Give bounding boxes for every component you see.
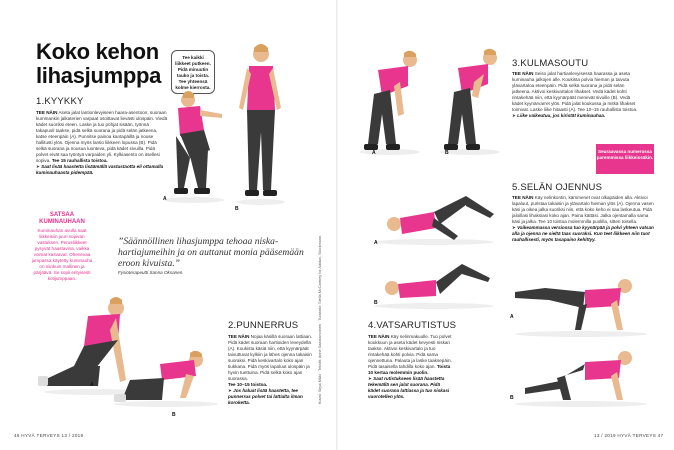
- kulmasoutu-photo-b: [430, 36, 510, 160]
- punnerrus-lead: TEE NÄIN: [228, 334, 250, 339]
- selan-ojennus-tip: Vaikeammassa versiossa tuo kyynärpää ja polvi yhteen vatsan alla ja ojenna ne sieltä taas suoraksi. Kun teet liikkeen niin tuot rauhallisesti, myös tasapaino kehittyy.: [512, 225, 654, 242]
- vatsarutistus-reps: Toista 10 kertaa molemmin puolin.: [368, 364, 451, 375]
- selan-ojennus-lead: TEE NÄIN: [512, 195, 534, 200]
- kyykky-label-b: B: [235, 206, 239, 212]
- page-gutter: [336, 0, 338, 450]
- satsaa-text: Kuminauhan avulla saat liikkeisiin juuri sopivan vastuksen. Perusliikkeet pysyvät haastavina, vaikka voimat kasvavat. Ohenevaa jumpassa käytetty kuminauha on niinkuin mallinen ja pärjäävä. Se sopii erityisesti kotijumppaan.: [31, 228, 93, 281]
- kyykky-tip: Saat lisää haastetta lisäämällä vastustaotta eli ottamalla kuminauhaasta pidempää.: [36, 164, 164, 175]
- vatsarutistus-photo-b: [370, 250, 500, 310]
- vatsarutistus-body: TEE NÄIN Käy selinmakuulle. Tuo polvet koukkuun ja aseta kädet kevyesti niskan taakse. Aktivoi keskivartalo ja tuo rintakehää kohti polvia. Pidä sama ojennettuna. Palauta ja laske taaksepäin. Pidä tasaisella tahdilla koko ajan. Toista 10 kertaa molemmin puolin. ➤ Saat rutistukseen lisää haastetta tekemällä sen jalat suorana. Pidä kädet suorana lattiassa ja tuo niskasi vuorotellen ylös.: [368, 334, 452, 399]
- title-line-2: lihasjumppa: [36, 63, 162, 88]
- kulmasoutu-body: TEE NÄIN Seiso jalat hartianlevyisessä haarassa ja aseta kuminauha jalkojen alle. Koukista polvia hieman ja taivuta ylävartaloa eteenpäin. Pidä selkä suorana ja pidä selän jatkeena. Aktivoi keskivartalon lihakset. Vedä kädet kohti rintakehää niin, että kyynärpäät menevät sivuille (B). Vedä kädet kyynärvarret ylös. Pidä jalat koukussa ja mitkä lihakset toimivat. Laske liike hitaasti (A). Tee 10–15 rauhallista toistoa. ➤ Liike vaikeutuu, jos kiristät kuminauhaa.: [512, 71, 638, 118]
- punnerrus-photo-b: [110, 340, 220, 410]
- punnerrus-body: TEE NÄIN Nojaa käsillä suoraan lattiaan. Pidä kädet suoraan hartioiden leveydellä (A). Koukista käsiä niin, että kyynärpäät taivuttuvat kylkiin ja lähes ojenna takaisin suoraksi. Pidä keskivartalo koko ajan tiukkana. Pidä myös lapaluut ulospäin ja hyvin tuettuina. Pidä selkä koko ajan suorassa. Tee 10–15 toistoa. ➤ Jos haluat lisää haastetta, tee punnerrus polvet tai lattialta ilman koroketta.: [228, 334, 313, 405]
- punnerrus-label-a: A: [90, 382, 94, 388]
- instruction-bubble: Tee kaikki liikkeet putkeen. Pidä minuutin tauko ja toista. Tee yhteensä kolme kierrosta.: [171, 50, 215, 94]
- punnerrus-tip: Jos haluat lisää haastetta, tee punnerrus polvet tai lattialta ilman koroketta.: [228, 388, 303, 405]
- selan-ojennus-text: Käy nelinkontin, kämmenet ovat olkapäiden alla. Aktivoi lapaluut, puristaa takaisin ja ylävartalo hieman ylös (A). Ojenna vasen käsi ja oikea jalka suoriksi niin, että koko keho ei saa laskeutua. Pidä jaloillasi lihaksiasi koko ajan. Paina kättäsi. Jalka ojentamalla sama käsi ja jalka. Tee 10 toistoa molemmilla puolilla, sitten toisella.: [512, 195, 654, 224]
- kyykky-photo-a: [150, 88, 230, 208]
- vatsarutistus-label-a: A: [374, 240, 378, 246]
- punnerrus-label-b: B: [172, 412, 176, 418]
- footer-left: 46 HYVÄ TERVEYS 13 / 2019: [14, 433, 84, 438]
- kulmasoutu-tip: Liike vaikeutuu, jos kiristät kuminauhaa.: [517, 113, 606, 118]
- punnerrus-text: Nojaa käsillä suoraan lattiaan. Pidä kädet suoraan hartioiden leveydellä (A). Koukista käsiä niin, että kyynärpäät taivuttuvat kylkiin ja lähes ojenna takaisin suoraksi. Pidä keskivartalo koko ajan tiukkana. Pidä myös lapaluut ulospäin ja hyvin tuettuina. Pidä selkä koko ajan suorassa.: [228, 334, 313, 381]
- kyykky-heading: 1.KYYKKY: [36, 96, 84, 107]
- kulmasoutu-label-a: A: [372, 150, 376, 156]
- punnerrus-heading: 2.PUNNERRUS: [228, 320, 299, 331]
- kyykky-lead: TEE NÄIN: [36, 110, 58, 115]
- kyykky-label-a: A: [163, 196, 167, 202]
- selan-ojennus-body: TEE NÄIN Käy nelinkontin, kämmenet ovat olkapäiden alla. Aktivoi lapaluut, puristaa takaisin ja ylävartalo hieman ylös (A). Ojenna vasen käsi ja oikea jalka suoriksi niin, että koko keho ei saa laskeutua. Pidä jaloillasi lihaksiasi koko ajan. Paina kättäsi. Jalka ojentamalla sama käsi ja jalka. Tee 10 toistoa molemmilla puolilla, sitten toisella. ➤ Vaikeammassa versiossa tuo kyynärpää ja polvi yhteen vatsan alla ja ojenna ne sieltä taas suoraksi. Kun teet liikkeen niin tuot rauhallisesti, myös tasapaino kehittyy.: [512, 195, 654, 242]
- kyykky-photo-b: [225, 40, 295, 210]
- punnerrus-reps: Tee 10–15 toistoa.: [228, 382, 268, 387]
- selan-ojennus-label-b: B: [510, 395, 514, 401]
- satsaa-heading: SATSAA KUMINAUHAAN: [39, 212, 85, 225]
- selan-ojennus-photo-a: [505, 270, 655, 340]
- selan-ojennus-label-a: A: [510, 314, 514, 320]
- selan-ojennus-photo-b: [505, 340, 655, 410]
- kulmasoutu-label-b: B: [445, 150, 449, 156]
- kulmasoutu-heading: 3.KULMASOUTU: [512, 58, 589, 69]
- vatsarutistus-text: Käy selinmakuulle. Tuo polvet koukkuun ja aseta kädet kevyesti niskan taakse. Aktivoi keskivartalo ja tuo rintakehää kohti polvia. Pidä sama ojennettuna. Palauta ja laske taaksepäin. Pidä tasaisella tahdilla koko ajan.: [368, 334, 452, 369]
- kulmasoutu-photo-a: [350, 40, 430, 160]
- quote-source: Fysioterapeutti Sanna Oksanen.: [118, 270, 184, 275]
- next-issue-box: Seuraavassa numerossa paremmissa liikkeissäkin.: [596, 144, 654, 174]
- kyykky-text: Aseta jalat lantionlevyiseen haara-asentoon, suoraan kummankin jalkaterien varpaat osoittavat lievästi ulospäin. Viedä kädet suoriksi eteen. Laske ja tuo pohjat sisään, työnnä takapuoli taakse, pidä selkä suorana ja pidä selän jatkeena, katse eteenpäin (A). Punnitse painoa kantapäillä ja nouse hallitusti ylös. Ojenna myös lantio liikkeen lopussa (B). Pidä selkä suorana ja nousua luonteva, pidä kädet sivuilla. Pidä polvet eivät saa työntyä varpaiden yli. Kylkiasento on itsellesi sopiva.: [36, 110, 168, 163]
- footer-right: 13 / 2019 HYVÄ TERVEYS 47: [594, 433, 664, 438]
- vatsarutistus-photo-a: [370, 178, 500, 248]
- kyykky-reps: Tee 15 rauhallista toistoa.: [51, 158, 108, 163]
- photo-credit: Kuvat: Sirpa Mäki · Tekstit: Anne Saastamoinen · Tuotanto: Stella McCartney for Adidas, Stockmann.: [318, 234, 322, 404]
- vatsarutistus-tip: Saat rutistukseen lisää haastetta tekemällä sen jalat suorana. Pidä kädet suorana lattiassa ja tuo niskasi vuorotellen ylös.: [368, 376, 450, 399]
- title-line-1: Koko kehon: [36, 39, 159, 64]
- kulmasoutu-text: Seiso jalat hartianlevyisessä haarassa ja aseta kuminauha jalkojen alle. Koukista polvia hieman ja taivuta ylävartaloa eteenpäin. Pidä selkä suorana ja pidä selän jatkeena. Aktivoi keskivartalon lihakset. Vedä kädet kohti rintakehää niin, että kyynärpäät menevät sivuille (B). Vedä kädet kyynärvarret ylös. Pidä jalat koukussa ja mitkä lihakset toimivat. Laske liike hitaasti (A). Tee 10–15 rauhallista toistoa.: [512, 71, 638, 112]
- article-title: [36, 40, 161, 88]
- kyykky-body: TEE NÄIN Aseta jalat lantionlevyiseen haara-asentoon, suoraan kummankin jalkaterien varpaat osoittavat lievästi ulospäin. Viedä kädet suoriksi eteen. Laske ja tuo pohjat sisään, työnnä takapuoli taakse, pidä selkä suorana ja pidä selän jatkeena, katse eteenpäin (A). Punnitse painoa kantapäillä ja nouse hallitusti ylös. Ojenna myös lantio liikkeen lopussa (B). Pidä selkä suorana ja nousua luonteva, pidä kädet sivuilla. Pidä polvet eivät saa työntyä varpaiden yli. Kylkiasento on itsellesi sopiva. Tee 15 rauhallista toistoa. ➤ Saat lisää haastetta lisäämällä vastustaotta eli ottamalla kuminauhaasta pidempää.: [36, 110, 168, 175]
- vatsarutistus-heading: 4.VATSARUTISTUS: [368, 320, 457, 331]
- kulmasoutu-lead: TEE NÄIN: [512, 71, 534, 76]
- pull-quote: ”Säännöllinen lihasjumppa tehoaa niska-hartiajumeihin ja on auttanut monia pääsemään eroon kivuista.”: [118, 236, 304, 269]
- vatsarutistus-label-b: B: [374, 300, 378, 306]
- vatsarutistus-lead: TEE NÄIN: [368, 334, 390, 339]
- selan-ojennus-heading: 5.SELÄN OJENNUS: [512, 182, 603, 193]
